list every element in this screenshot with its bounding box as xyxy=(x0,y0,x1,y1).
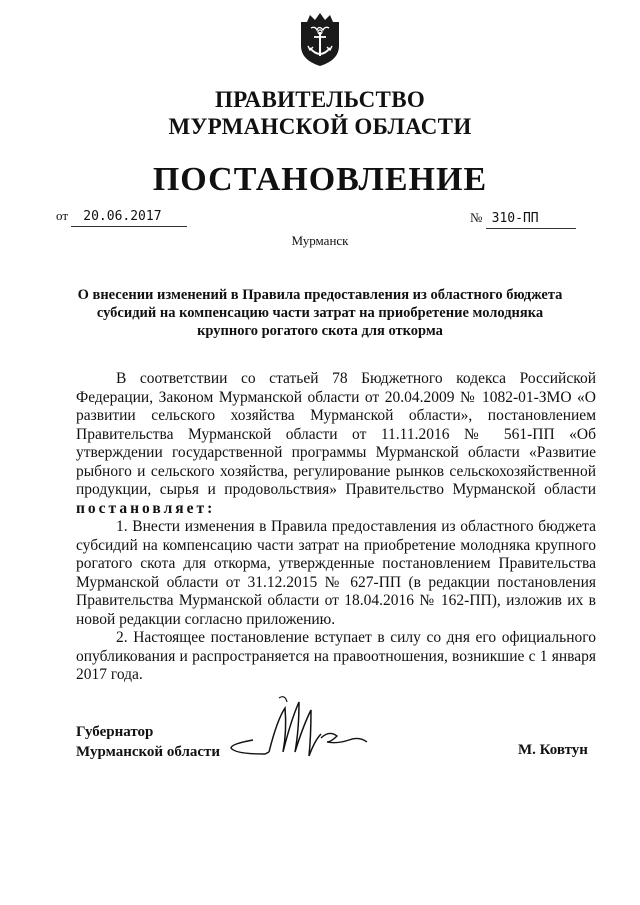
number-field xyxy=(470,209,576,229)
date-prefix: от xyxy=(56,208,69,223)
government-title-line1: ПРАВИТЕЛЬСТВО xyxy=(214,87,426,112)
document-subject xyxy=(60,286,580,340)
number-prefix: № xyxy=(470,210,483,225)
document-number: 310-ПП xyxy=(486,210,576,229)
subject-line1: О внесении изменений в Правила предоставления из областного бюджета xyxy=(77,287,563,303)
subject-line3: крупного рогатого скота для откорма xyxy=(197,323,443,339)
date-field xyxy=(56,207,187,227)
handwritten-signature xyxy=(225,690,395,770)
item-1: 1. Внести изменения в Правила предоставления из областного бюджета субсидий на компенсацию части затрат на приобретение молодняка крупного рогатого скота для откорма, утвержденные постановлением Правительства Мурманской области от 31.12.2015 № 627-ПП (в редакции постановления Правительства Мурманской области от 18.04.2016 № 162-ПП), изложив их в новой редакции согласно приложению. xyxy=(76,518,596,628)
document-date: 20.06.2017 xyxy=(71,208,187,227)
signatory-title xyxy=(76,722,220,762)
decree-word: постановляет: xyxy=(76,499,216,517)
item-2: 2. Настоящее постановление вступает в силу со дня его официального опубликования и распространяется на правоотношения, возникшие с 1 января 2017 года. xyxy=(76,629,596,683)
document-type: ПОСТАНОВЛЕНИЕ xyxy=(152,161,488,198)
signatory-title-line2: Мурманской области xyxy=(76,744,221,760)
city: Мурманск xyxy=(291,233,349,248)
preamble-text: В соответствии со статьей 78 Бюджетного кодекса Российской Федерации, Законом Мурманской области от 20.04.2009 № 1082-01-ЗМО «О развитии сельского хозяйства Мурманской области», постановлением Правительства Мурманской области от 11.11.2016 № 561-ПП «Об утверждении государственной программы Мурманской области «Развитие рыбного и сельского хозяйства, регулирование рынков сельскохозяйственной продукции, сырья и продовольствия» Правительство Мурманской области xyxy=(76,370,596,498)
signatory-title-line1: Губернатор xyxy=(76,724,154,740)
subject-line2: субсидий на компенсацию части затрат на приобретение молодняка xyxy=(96,305,544,321)
document-body xyxy=(76,370,596,685)
government-title-line2: МУРМАНСКОЙ ОБЛАСТИ xyxy=(168,114,472,139)
coat-of-arms-icon xyxy=(297,12,343,68)
preamble-paragraph xyxy=(76,370,596,518)
signatory-name: М. Ковтун xyxy=(518,742,588,758)
